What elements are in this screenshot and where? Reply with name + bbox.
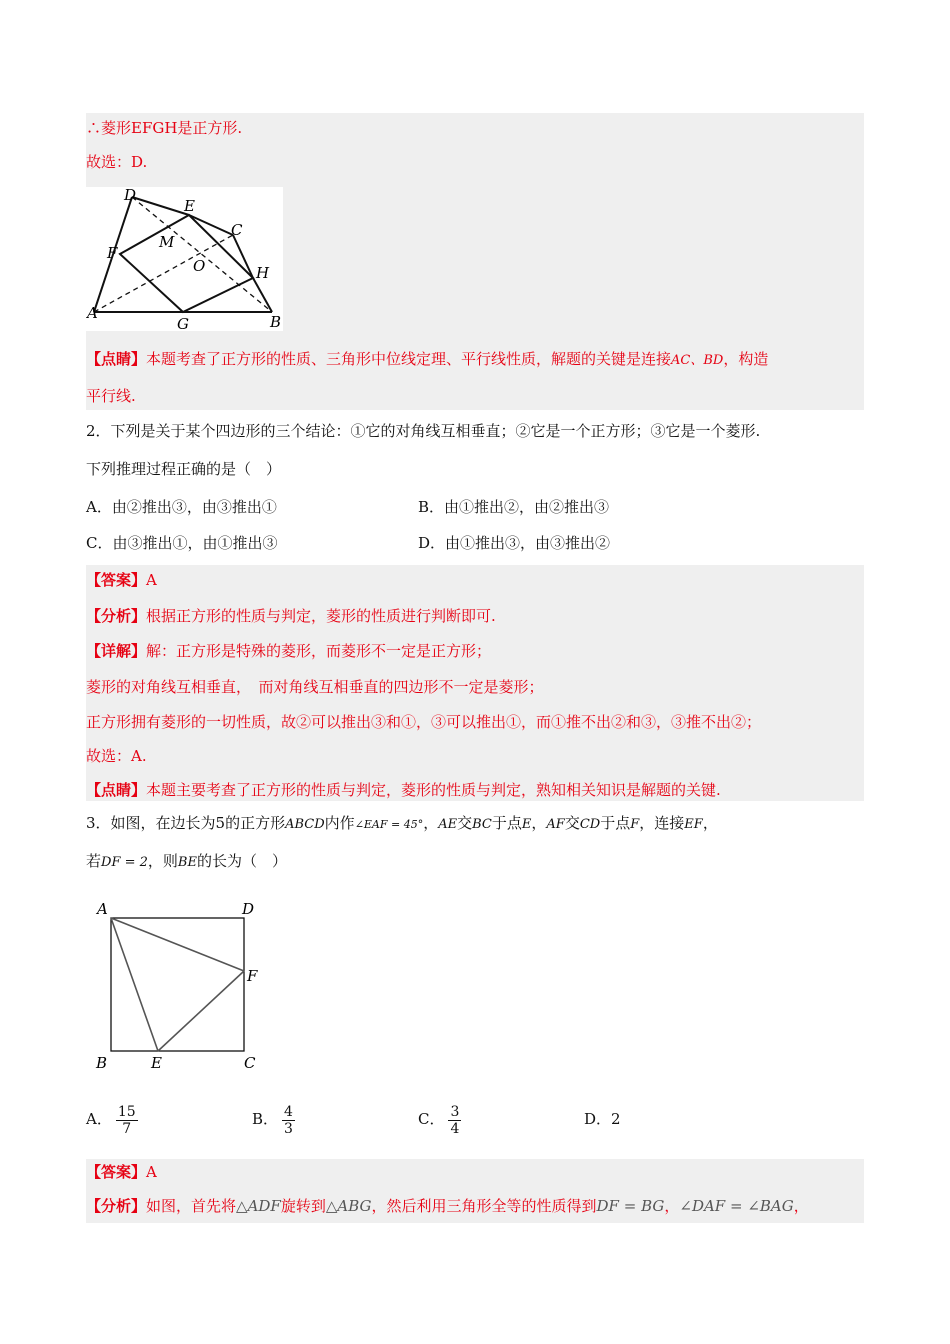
label-c2: C [244, 1054, 256, 1072]
q3-answer-tag: 【答案】 [86, 1163, 147, 1181]
edge-hb [253, 278, 272, 312]
q3-an5: ， [793, 1197, 809, 1215]
q3-cd: CD [579, 817, 601, 832]
q3-tri1: △ADF [236, 1197, 281, 1215]
q3-l2c: 的长为（ ） [196, 852, 287, 870]
q3-option-a [86, 1102, 138, 1137]
q2-answer-tag: 【答案】 [86, 571, 147, 589]
q3-option-a-label: A． [86, 1110, 112, 1128]
q2-detail-line-2: 菱形的对角线互相垂直， 而对角线互相垂直的四边形不一定是菱形； [86, 678, 544, 696]
figure-quadrilateral-svg [86, 187, 283, 331]
comment-line-1 [86, 348, 768, 372]
q3-answer-line [86, 1161, 157, 1183]
q2-detail-line-1 [86, 640, 491, 662]
q3-s5: 交 [457, 814, 473, 832]
q3-option-d: D．2 [584, 1110, 621, 1128]
q2-analysis-line [86, 605, 496, 627]
comment-tag: 【点睛】 [86, 350, 147, 368]
solution-block-3 [86, 1159, 864, 1223]
conclusion-line: ∴菱形EFGH是正方形. [86, 119, 243, 137]
q2-option-b: B．由①推出②，由②推出③ [418, 498, 610, 516]
comment-vars: AC、BD [671, 353, 724, 368]
q3-option-c-label: C． [418, 1110, 445, 1128]
q3-answer: A [146, 1163, 157, 1181]
q3-s9: 于点 [600, 814, 631, 832]
q3-option-b-label: B． [252, 1110, 279, 1128]
q2-option-a: A．由②推出③，由③推出① [86, 498, 277, 516]
q3-s6: 于点 [491, 814, 522, 832]
figure-square [94, 896, 274, 1074]
q3-s2: 的正方形 [225, 814, 286, 832]
q3-option-a-den: 7 [122, 1120, 132, 1137]
question-3 [86, 812, 864, 1152]
q3-option-b-den: 3 [284, 1120, 293, 1137]
q3-s10: ，连接 [639, 814, 685, 832]
label-d2: D [242, 900, 255, 918]
q3-square: ABCD [285, 817, 325, 832]
q2-answer-line [86, 569, 157, 591]
q3-l2a: 若 [86, 852, 102, 870]
q3-ae: AE [438, 817, 458, 832]
q2-detail-1: 解：正方形是特殊的菱形，而菱形不一定是正方形； [146, 642, 492, 660]
square-abcd [111, 918, 244, 1051]
label-b2: B [96, 1054, 108, 1072]
label-b: B [270, 313, 282, 331]
q3-angle: ∠EAF = 45° [354, 818, 424, 831]
label-c: C [231, 221, 243, 239]
q3-s11: ， [702, 814, 718, 832]
q3-eq1: DF = BG [596, 1197, 665, 1215]
q3-e: E [521, 817, 532, 832]
q3-option-c-den: 4 [450, 1120, 460, 1137]
q3-af: AF [546, 817, 565, 832]
comment-line-2: 平行线. [86, 387, 136, 405]
q3-s3: 内作 [324, 814, 355, 832]
q3-option-c-num: 3 [450, 1103, 460, 1120]
edge-de [132, 197, 189, 215]
question-2 [86, 420, 864, 560]
q3-option-b [252, 1102, 295, 1137]
q3-be: BE [177, 855, 197, 870]
edge-ec [189, 215, 233, 235]
q3-an3: ，然后利用三角形全等的性质得到 [371, 1197, 597, 1215]
edge-ch [233, 235, 253, 278]
label-a: A [87, 304, 98, 322]
q2-analysis-tag: 【分析】 [86, 607, 147, 625]
label-g: G [177, 315, 189, 331]
q2-analysis: 根据正方形的性质与判定，菱形的性质进行判断即可. [146, 607, 496, 625]
q3-f: F [630, 817, 640, 832]
q3-df: DF = 2 [101, 855, 148, 870]
diagonal-bd [132, 197, 272, 312]
label-e: E [184, 197, 195, 215]
q2-answer: A [146, 571, 157, 589]
segment-af [111, 918, 244, 971]
label-e2: E [151, 1054, 162, 1072]
q3-ef: EF [684, 817, 703, 832]
q3-analysis-line [86, 1195, 809, 1217]
label-f: F [107, 244, 118, 262]
q3-side: 5 [215, 814, 226, 832]
q2-comment-tag: 【点睛】 [86, 781, 147, 799]
q3-analysis-tag: 【分析】 [86, 1197, 147, 1215]
q3-s8: 交 [564, 814, 580, 832]
q2-stem-2: 下列推理过程正确的是（ ） [86, 460, 282, 478]
label-f2: F [247, 967, 258, 985]
figure-square-svg [94, 896, 274, 1074]
q2-stem-1: 2．下列是关于某个四边形的三个结论：①它的对角线互相垂直；②它是一个正方形；③它是一个菱形. [86, 422, 761, 440]
label-m: M [159, 233, 175, 251]
q3-an2: 旋转到 [280, 1197, 326, 1215]
segment-ae [111, 918, 158, 1051]
q3-s4: ， [423, 814, 439, 832]
choose-line: 故选：D. [86, 153, 148, 171]
q3-s7: ， [531, 814, 547, 832]
comment-text-1: 本题考查了正方形的性质、三角形中位线定理、平行线性质，解题的关键是连接 [146, 350, 672, 368]
q2-comment: 本题主要考查了正方形的性质与判定，菱形的性质与判定，熟知相关知识是解题的关键. [146, 781, 721, 799]
segment-ef [158, 971, 244, 1051]
q2-option-d: D．由①推出③，由③推出② [418, 534, 611, 552]
q2-detail-line-3: 正方形拥有菱形的一切性质，故②可以推出③和①，③可以推出①，而①推不出②和③，③推不出②； [86, 713, 762, 731]
q3-stem-2 [86, 850, 287, 874]
q3-option-b-fraction [282, 1104, 295, 1137]
q3-an4: ， [664, 1197, 680, 1215]
q2-comment-line [86, 779, 721, 801]
q3-option-c [418, 1102, 461, 1137]
solution-block-2 [86, 565, 864, 801]
q2-option-c: C．由③推出①，由①推出③ [86, 534, 278, 552]
q3-option-c-fraction [448, 1104, 461, 1137]
q3-option-a-fraction [116, 1104, 138, 1137]
q3-s1: 3．如图，在边长为 [86, 814, 216, 832]
label-h: H [256, 264, 270, 282]
q2-detail-tag: 【详解】 [86, 642, 147, 660]
q3-eq2: ∠DAF = ∠BAG [679, 1197, 794, 1215]
q3-an1: 如图，首先将 [146, 1197, 237, 1215]
q3-tri2: △ABG [325, 1197, 372, 1215]
label-a2: A [97, 900, 108, 918]
q2-choose-line: 故选：A. [86, 747, 147, 765]
figure-quadrilateral [86, 187, 283, 331]
q3-bc: BC [472, 817, 492, 832]
q3-option-a-num: 15 [117, 1103, 136, 1120]
label-d: D [124, 187, 137, 204]
label-o: O [193, 257, 206, 275]
q3-option-b-num: 4 [284, 1103, 293, 1120]
solution-block-1 [86, 113, 864, 410]
q3-l2b: ，则 [147, 852, 178, 870]
comment-text-2: ，构造 [723, 350, 769, 368]
q3-stem-1 [86, 812, 718, 836]
